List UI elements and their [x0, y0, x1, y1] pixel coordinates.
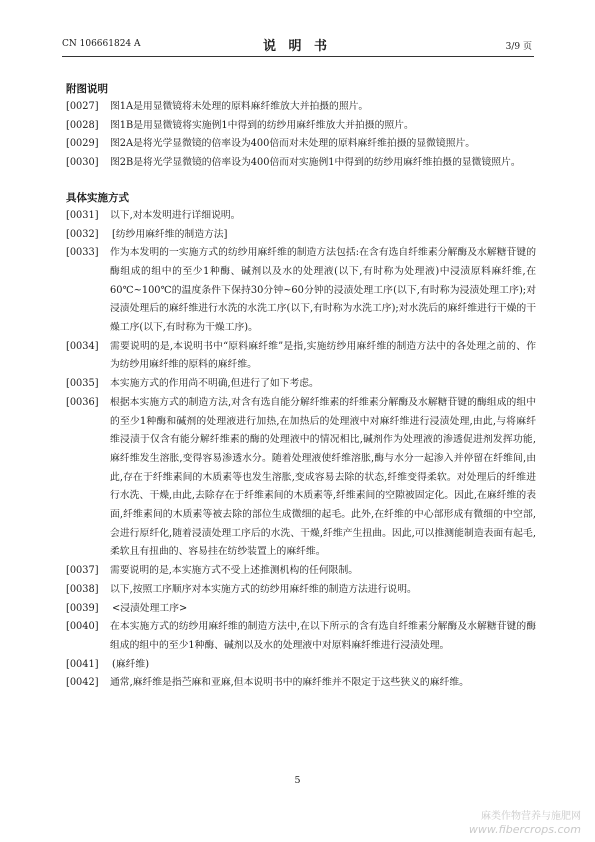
paragraph-text: 以下,对本发明进行详细说明。 — [110, 209, 241, 221]
section-heading: 附图说明 — [66, 83, 108, 95]
paragraph-number: [0032] — [66, 228, 99, 240]
paragraph — [66, 338, 536, 375]
paragraph-number: [0029] — [66, 138, 99, 150]
paragraph — [66, 207, 536, 226]
paragraph-text: (麻纤维) — [112, 658, 150, 670]
paragraph-number: [0030] — [66, 157, 99, 169]
paragraph-number: [0027] — [66, 101, 99, 112]
paragraph-text: 以下,按照工序顺序对本实施方式的纺纱用麻纤维的制造方法进行说明。 — [110, 583, 417, 595]
paragraph-text: 图2A是将光学显微镜的倍率设为400倍而对未处理的原料麻纤维拍摄的显微镜照片。 — [110, 138, 476, 150]
paragraph-text: 需要说明的是,本实施方式不受上述推测机构的任何限制。 — [110, 565, 359, 577]
paragraph-text: <浸渍处理工序> — [112, 602, 188, 614]
paragraph-number: [0041] — [66, 658, 99, 670]
watermark — [469, 810, 581, 836]
paragraph — [66, 600, 536, 619]
paragraph — [66, 618, 536, 655]
paragraph-number: [0039] — [66, 602, 99, 614]
paragraph-text: 图1B是用显微镜将实施例1中得到的纺纱用麻纤维放大并拍摄的照片。 — [110, 119, 414, 131]
paragraph-text: 本实施方式的作用尚不明确,但进行了如下考虑。 — [110, 378, 319, 390]
paragraph-text: 根据本实施方式的制造方法,对含有选自能分解纤维素的纤维素分解酶及水解糖苷键的酶组成的组中的至少1种酶和碱剂的处理液进行加热,在加热后的处理液中对麻纤维进行浸渍处理,由此,与将麻纤维浸渍于仅含有能分解纤维素的酶的处理液中的情况相比,碱剂作为处理液的渗透促进剂发挥功能,麻纤维发生溶胀,变得容易渗透水分。随着处理液使纤维溶胀,酶与水分一起渗入并停留在纤维间,由此,存在于纤维素间的木质素等也发生溶胀,变成容易去除的状态,纤维变得柔软。对处理后的纤维进行水洗、干燥,由此,去除存在于纤维素间的木质素等,纤维素间的空隙被固定化。因此,在麻纤维的表面,纤维素间的木质素等被去除的部位生成微细的起毛。此外,在纤维的中心部形成有微细的中空部,会进行原纤化,随着浸渍处理工序后的水洗、干燥,纤维产生扭曲。因此,可以推测能制造表面有起毛,柔软且有扭曲的、容易挂在纺纱装置上的麻纤维。 — [110, 396, 536, 558]
paragraph-text: 图1A是用显微镜将未处理的原料麻纤维放大并拍摄的照片。 — [110, 101, 369, 112]
paragraph — [66, 656, 536, 675]
paragraph-text: 通常,麻纤维是指苎麻和亚麻,但本说明书中的麻纤维并不限定于这些狭义的麻纤维。 — [110, 677, 469, 689]
paragraph-text: 作为本发明的一实施方式的纺纱用麻纤维的制造方法包括:在含有选自纤维素分解酶及水解糖苷键的酶组成的组中的至少1种酶、碱剂以及水的处理液(以下,有时称为处理液)中浸渍原料麻纤维,在60℃~100℃的温度条件下保持30分钟~60分钟的浸渍处理工序(以下,有时称为浸渍处理工序);对浸渍处理后的麻纤维进行水洗的水洗工序(以下,有时称为水洗工序);对水洗后的麻纤维进行干燥的干燥工序(以下,有时称为干燥工序)。 — [110, 247, 536, 334]
paragraph-number: [0035] — [66, 378, 99, 390]
paragraph-number: [0037] — [66, 565, 99, 577]
watermark-line-url: www.fibercrops.com — [468, 823, 581, 836]
header-rule — [62, 56, 534, 57]
paragraph-number: [0042] — [66, 677, 99, 689]
paragraph — [66, 135, 536, 154]
paragraph — [66, 562, 536, 581]
paragraph — [66, 674, 536, 693]
paragraph-number: [0040] — [66, 621, 99, 633]
paragraph-number: [0038] — [66, 583, 99, 595]
paragraph-number: [0036] — [66, 396, 99, 408]
document-body — [66, 80, 536, 693]
paragraph-number: [0028] — [66, 119, 99, 131]
paragraph — [66, 375, 536, 394]
paragraph — [66, 394, 536, 562]
paragraph — [66, 98, 536, 117]
paragraph-text: 在本实施方式的纺纱用麻纤维的制造方法中,在以下所示的含有选自纤维素分解酶及水解糖苷键的酶组成的组中的至少1种酶、碱剂以及水的处理液中对原料麻纤维进行浸渍处理。 — [110, 621, 536, 651]
paragraph — [66, 154, 536, 173]
paragraph-text: 需要说明的是,本说明书中“原料麻纤维”是指,实施纺纱用麻纤维的制造方法中的各处理之前的、作为纺纱用麻纤维的原料的麻纤维。 — [110, 340, 536, 371]
paragraph-number: [0031] — [66, 209, 99, 221]
section-title: 说 明 书 — [262, 39, 332, 54]
paragraph — [66, 226, 536, 245]
paragraph — [66, 581, 536, 600]
paragraph-number: [0033] — [66, 247, 99, 259]
paragraph-text: 图2B是将光学显微镜的倍率设为400倍而对实施例1中得到的纺纱用麻纤维拍摄的显微镜照片。 — [110, 157, 521, 169]
page-of: 3/9 页 — [505, 42, 532, 52]
paragraph — [66, 244, 536, 338]
publication-number: CN 106661824 A — [62, 39, 141, 49]
watermark-line-cn: 麻类作物营养与施肥网 — [481, 811, 581, 822]
paragraph — [66, 117, 536, 136]
page-header — [62, 34, 532, 54]
paragraph-number: [0034] — [66, 340, 99, 352]
page-number: 5 — [294, 775, 301, 786]
paragraph-text: [纺纱用麻纤维的制造方法] — [112, 228, 228, 240]
section-heading: 具体实施方式 — [66, 191, 129, 204]
